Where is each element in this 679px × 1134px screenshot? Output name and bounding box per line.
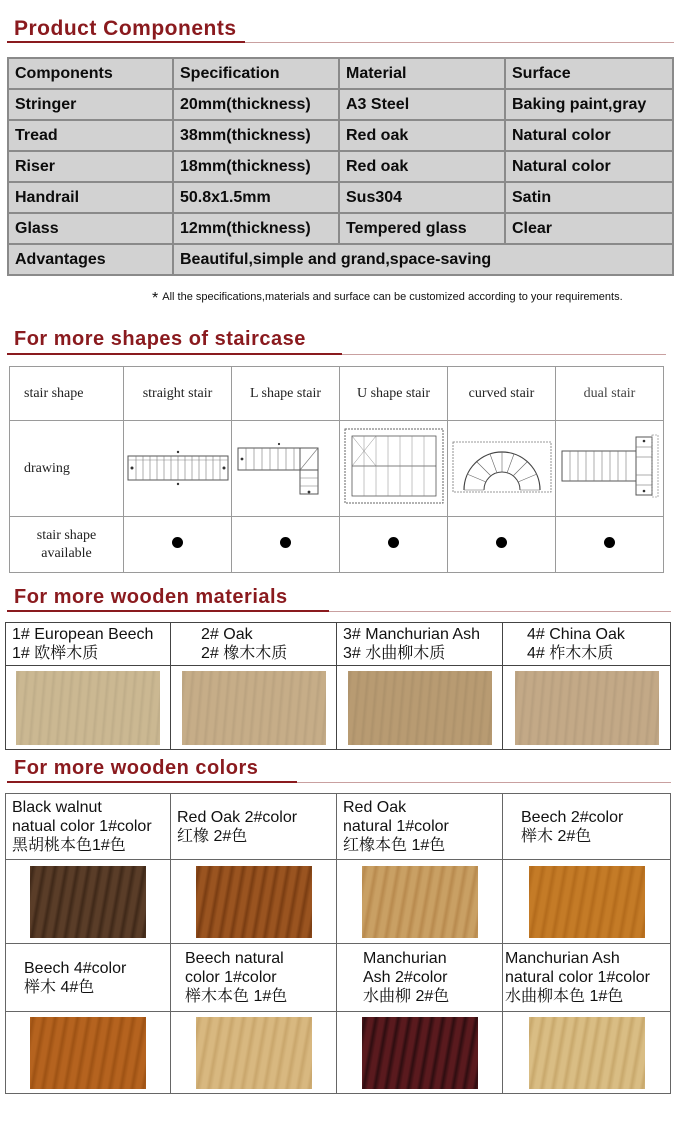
color-label-line: 榉木 2#色 — [521, 827, 592, 845]
material-label — [503, 623, 670, 665]
manchurian-ash-swatch — [348, 671, 492, 745]
material-label-cell — [337, 623, 503, 666]
material-label — [171, 623, 336, 665]
shape-column-label: straight stair — [124, 367, 232, 421]
color-label — [6, 959, 170, 997]
table-cell: Natural color — [505, 120, 673, 151]
color-label-line: color 1#color — [185, 969, 277, 986]
available-dot-icon — [496, 537, 507, 548]
color-label-cell — [171, 944, 337, 1012]
color-label-line: Red Oak 2#color — [177, 808, 298, 826]
color-label — [337, 949, 502, 1006]
wood-color-swatch — [196, 1017, 312, 1089]
components-table — [7, 57, 674, 276]
header-cell: Material — [339, 58, 505, 89]
shape-column-label: dual stair — [556, 367, 664, 421]
material-name-en: 3# Manchurian Ash — [343, 626, 480, 643]
wood-color-swatch — [362, 866, 478, 938]
table-cell: Advantages — [8, 244, 173, 275]
wood-color-swatch — [529, 1017, 645, 1089]
colors-swatch-row — [6, 860, 671, 944]
table-cell: Red oak — [339, 120, 505, 151]
table-cell: 18mm(thickness) — [173, 151, 339, 182]
drawing-cell — [340, 421, 448, 517]
section-rule-thin — [297, 782, 671, 783]
color-label-line: Beech 4#color — [24, 959, 127, 977]
section-rule — [7, 353, 342, 355]
section-title-materials: For more wooden materials — [14, 586, 288, 608]
swatch-cell — [6, 860, 171, 944]
available-dot-icon — [172, 537, 183, 548]
colors-table — [5, 793, 671, 1094]
swatch-cell — [337, 666, 503, 750]
drawing-cell — [448, 421, 556, 517]
color-label-cell — [337, 944, 503, 1012]
wood-color-swatch — [362, 1017, 478, 1089]
color-label — [171, 808, 336, 846]
swatch-cell — [6, 666, 171, 750]
table-cell: Handrail — [8, 182, 173, 213]
section-rule-thin — [342, 354, 666, 355]
shape-column-label: L shape stair — [232, 367, 340, 421]
swatch-cell — [171, 666, 337, 750]
customization-note — [152, 290, 623, 308]
european-beech-swatch — [16, 671, 160, 745]
color-label-line: Beech natural — [185, 950, 284, 967]
table-cell: Tempered glass — [339, 213, 505, 244]
color-label-cell — [503, 794, 671, 860]
table-cell: Clear — [505, 213, 673, 244]
swatch-cell — [337, 1012, 503, 1094]
wood-color-swatch — [196, 866, 312, 938]
curved-stair-drawing — [450, 434, 554, 498]
table-row — [8, 151, 673, 182]
row-label: drawing — [10, 421, 124, 517]
wood-color-swatch — [529, 866, 645, 938]
table-cell: Baking paint,gray — [505, 89, 673, 120]
materials-swatch-row — [6, 666, 671, 750]
table-cell: 38mm(thickness) — [173, 120, 339, 151]
row-label-line: stair shape — [36, 527, 97, 543]
drawing-cell — [232, 421, 340, 517]
row-label-line: available — [41, 545, 92, 561]
straight-stair-drawing — [126, 436, 230, 496]
wood-color-swatch — [30, 866, 146, 938]
color-label-line: Black walnut — [12, 799, 102, 816]
row-label: stair shape — [10, 367, 124, 421]
material-label — [6, 623, 170, 665]
color-label-line: 水曲柳 2#色 — [363, 988, 450, 1005]
available-dot-icon — [388, 537, 399, 548]
shapes-table — [9, 366, 664, 573]
section-title-colors: For more wooden colors — [14, 757, 259, 779]
section-rule — [7, 781, 297, 783]
table-cell: A3 Steel — [339, 89, 505, 120]
table-row — [8, 213, 673, 244]
table-cell: Glass — [8, 213, 173, 244]
color-label-line: 水曲柳本色 1#色 — [505, 988, 624, 1005]
swatch-cell — [171, 1012, 337, 1094]
china-oak-swatch — [515, 671, 659, 745]
note-text: All the specifications,materials and surface can be customized according to your requirements. — [162, 291, 623, 303]
table-cell: Riser — [8, 151, 173, 182]
swatch-cell — [6, 1012, 171, 1094]
swatch-cell — [503, 666, 671, 750]
swatch-cell — [171, 860, 337, 944]
table-cell: Sus304 — [339, 182, 505, 213]
color-label-cell — [171, 794, 337, 860]
materials-table — [5, 622, 671, 750]
table-cell: 20mm(thickness) — [173, 89, 339, 120]
asterisk-icon: * — [152, 290, 159, 307]
available-cell — [124, 517, 232, 573]
section-title-components: Product Components — [14, 17, 237, 40]
color-label-line: natual color 1#color — [12, 818, 152, 835]
dual-stair-drawing — [558, 431, 662, 501]
available-dot-icon — [604, 537, 615, 548]
swatch-cell — [503, 1012, 671, 1094]
material-name-cn: 2# 橡木木质 — [201, 645, 288, 662]
swatch-cell — [503, 860, 671, 944]
available-dot-icon — [280, 537, 291, 548]
table-row-advantages — [8, 244, 673, 275]
material-name-en: 4# China Oak — [527, 626, 625, 643]
color-label-line: 黑胡桃本色1#色 — [12, 837, 126, 854]
table-cell: 50.8x1.5mm — [173, 182, 339, 213]
color-label — [6, 798, 170, 855]
colors-label-row — [6, 944, 671, 1012]
color-label-line: Ash 2#color — [363, 969, 448, 986]
available-cell — [556, 517, 664, 573]
swatch-cell — [337, 860, 503, 944]
header-cell: Specification — [173, 58, 339, 89]
color-label-line: natural 1#color — [343, 818, 449, 835]
colors-label-row — [6, 794, 671, 860]
material-label-cell — [6, 623, 171, 666]
shapes-drawing-row — [10, 421, 664, 517]
available-cell — [232, 517, 340, 573]
l-shape-stair-drawing — [234, 434, 338, 498]
color-label-line: 红橡 2#色 — [177, 827, 248, 845]
section-rule — [7, 610, 329, 612]
table-row — [8, 120, 673, 151]
color-label-line: 榉木 4#色 — [24, 978, 95, 996]
color-label — [503, 949, 670, 1006]
color-label-cell — [6, 944, 171, 1012]
color-label-cell — [6, 794, 171, 860]
materials-label-row — [6, 623, 671, 666]
material-name-cn: 3# 水曲柳木质 — [343, 645, 446, 662]
header-cell: Surface — [505, 58, 673, 89]
table-cell: 12mm(thickness) — [173, 213, 339, 244]
color-label-line: 红橡本色 1#色 — [343, 837, 446, 854]
color-label-line: Red Oak — [343, 799, 407, 816]
material-name-cn: 1# 欧榉木质 — [12, 645, 99, 662]
table-header-row — [8, 58, 673, 89]
color-label — [337, 798, 502, 855]
material-label-cell — [503, 623, 671, 666]
colors-swatch-row — [6, 1012, 671, 1094]
shapes-header-row — [10, 367, 664, 421]
table-cell: Satin — [505, 182, 673, 213]
table-cell: Natural color — [505, 151, 673, 182]
color-label-line: Manchurian — [363, 950, 447, 967]
color-label-line: Manchurian Ash — [505, 950, 620, 967]
color-label — [503, 808, 670, 846]
table-cell-advantages: Beautiful,simple and grand,space-saving — [173, 244, 673, 275]
section-rule-thin — [245, 42, 674, 43]
material-name-en: 2# Oak — [201, 626, 253, 643]
available-cell — [340, 517, 448, 573]
table-cell: Stringer — [8, 89, 173, 120]
shapes-available-row — [10, 517, 664, 573]
row-label — [10, 517, 124, 573]
section-rule — [7, 41, 245, 43]
color-label-cell — [337, 794, 503, 860]
table-cell: Tread — [8, 120, 173, 151]
section-rule-thin — [329, 611, 671, 612]
drawing-cell — [556, 421, 664, 517]
table-cell: Red oak — [339, 151, 505, 182]
section-title-shapes: For more shapes of staircase — [14, 328, 306, 350]
table-row — [8, 89, 673, 120]
table-row — [8, 182, 673, 213]
available-cell — [448, 517, 556, 573]
color-label-line: 榉木本色 1#色 — [185, 988, 288, 1005]
material-name-cn: 4# 柞木木质 — [527, 645, 614, 662]
wood-color-swatch — [30, 1017, 146, 1089]
shape-column-label: U shape stair — [340, 367, 448, 421]
material-label — [337, 623, 502, 665]
color-label — [171, 949, 336, 1006]
header-cell: Components — [8, 58, 173, 89]
color-label-line: Beech 2#color — [521, 808, 624, 826]
shape-column-label: curved stair — [448, 367, 556, 421]
material-name-en: 1# European Beech — [12, 626, 154, 643]
color-label-line: natural color 1#color — [505, 969, 650, 986]
color-label-cell — [503, 944, 671, 1012]
material-label-cell — [171, 623, 337, 666]
u-shape-stair-drawing — [342, 426, 446, 506]
oak-swatch — [182, 671, 326, 745]
drawing-cell — [124, 421, 232, 517]
